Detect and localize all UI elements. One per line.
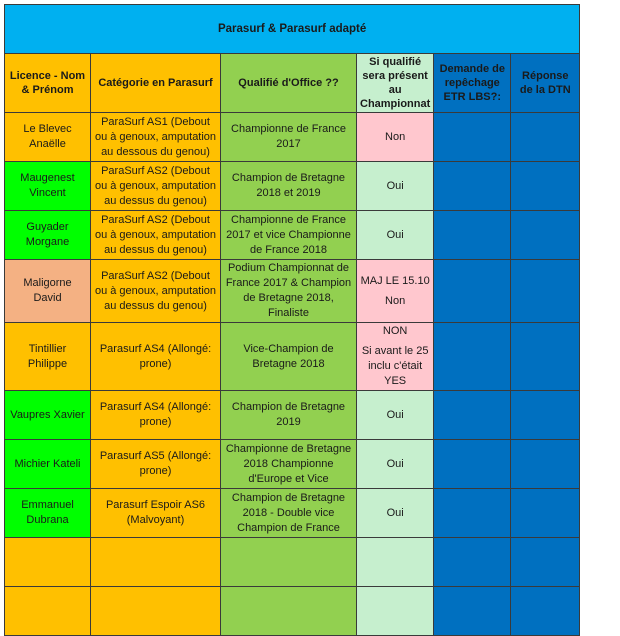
cell-present[interactable] (357, 323, 434, 391)
present-line: MAJ LE 15.10 (360, 274, 430, 287)
parasurf-table (4, 4, 580, 636)
present-line: Non (385, 294, 406, 307)
cell-name[interactable]: Le Blevec Anaëlle (5, 113, 91, 162)
spreadsheet (4, 4, 580, 636)
cell-repechage[interactable] (434, 260, 511, 323)
present-line: Oui (386, 408, 404, 421)
table-row (5, 440, 580, 489)
table-row (5, 113, 580, 162)
table-row (5, 489, 580, 538)
cell-present[interactable] (357, 260, 434, 323)
cell-qualified[interactable]: Champion de Bretagne 2019 (221, 391, 357, 440)
cell-name[interactable]: Maugenest Vincent (5, 162, 91, 211)
cell-dtn[interactable] (511, 538, 580, 587)
cell-name[interactable]: Tintillier Philippe (5, 323, 91, 391)
table-row (5, 391, 580, 440)
cell-category[interactable] (91, 587, 221, 636)
cell-name[interactable]: Guyader Morgane (5, 211, 91, 260)
cell-repechage[interactable] (434, 162, 511, 211)
header-row (5, 54, 580, 113)
table-row (5, 323, 580, 391)
empty-row (5, 538, 580, 587)
cell-repechage[interactable] (434, 113, 511, 162)
cell-qualified[interactable] (221, 587, 357, 636)
header-present[interactable]: Si qualifié sera présent au Championnat (357, 54, 434, 113)
cell-name[interactable]: Emmanuel Dubrana (5, 489, 91, 538)
cell-name[interactable] (5, 587, 91, 636)
present-line: NON (382, 325, 408, 337)
cell-present[interactable] (357, 587, 434, 636)
cell-name[interactable]: Maligorne David (5, 260, 91, 323)
cell-qualified[interactable]: Vice-Champion de Bretagne 2018 (221, 323, 357, 391)
header-name[interactable]: Licence - Nom & Prénom (5, 54, 91, 113)
cell-category[interactable]: ParaSurf AS2 (Debout ou à genoux, amputation au dessus du genou) (91, 162, 221, 211)
cell-present[interactable] (357, 538, 434, 587)
cell-dtn[interactable] (511, 211, 580, 260)
cell-repechage[interactable] (434, 489, 511, 538)
table-row (5, 260, 580, 323)
cell-present[interactable] (357, 440, 434, 489)
cell-present[interactable] (357, 391, 434, 440)
table-row (5, 162, 580, 211)
cell-qualified[interactable]: Championne de France 2017 et vice Championne de France 2018 (221, 211, 357, 260)
cell-category[interactable]: Parasurf Espoir AS6 (Malvoyant) (91, 489, 221, 538)
present-line: Oui (386, 506, 404, 519)
cell-repechage[interactable] (434, 323, 511, 391)
present-line: Non (385, 130, 406, 143)
cell-qualified[interactable] (221, 538, 357, 587)
present-line: Oui (386, 457, 404, 470)
present-line: Si avant le 25 inclu c'était YES (361, 345, 429, 387)
header-dtn[interactable]: Réponse de la DTN (511, 54, 580, 113)
cell-present[interactable] (357, 162, 434, 211)
header-qualified[interactable]: Qualifié d'Office ?? (221, 54, 357, 113)
cell-repechage[interactable] (434, 211, 511, 260)
cell-repechage[interactable] (434, 440, 511, 489)
cell-dtn[interactable] (511, 162, 580, 211)
cell-dtn[interactable] (511, 113, 580, 162)
cell-dtn[interactable] (511, 440, 580, 489)
cell-qualified[interactable]: Champion de Bretagne 2018 - Double vice Champion de France (221, 489, 357, 538)
cell-repechage[interactable] (434, 391, 511, 440)
cell-repechage[interactable] (434, 587, 511, 636)
cell-present[interactable] (357, 489, 434, 538)
header-repechage[interactable]: Demande de repêchage ETR LBS?: (434, 54, 511, 113)
empty-row (5, 587, 580, 636)
cell-qualified[interactable]: Championne de Bretagne 2018 Championne d'Europe et Vice (221, 440, 357, 489)
cell-qualified[interactable]: Podium Championnat de France 2017 & Champion de Bretagne 2018, Finaliste (221, 260, 357, 323)
present-line: Oui (386, 179, 404, 192)
cell-category[interactable] (91, 538, 221, 587)
cell-dtn[interactable] (511, 587, 580, 636)
cell-category[interactable]: ParaSurf AS1 (Debout ou à genoux, amputation au dessous du genou) (91, 113, 221, 162)
cell-dtn[interactable] (511, 323, 580, 391)
cell-qualified[interactable]: Champion de Bretagne 2018 et 2019 (221, 162, 357, 211)
cell-dtn[interactable] (511, 489, 580, 538)
cell-category[interactable]: ParaSurf AS2 (Debout ou à genoux, amputation au dessus du genou) (91, 260, 221, 323)
table-row (5, 211, 580, 260)
cell-present[interactable] (357, 113, 434, 162)
table-title[interactable]: Parasurf & Parasurf adapté (5, 5, 580, 54)
cell-dtn[interactable] (511, 391, 580, 440)
cell-name[interactable]: Vaupres Xavier (5, 391, 91, 440)
cell-present[interactable] (357, 211, 434, 260)
present-line: Oui (386, 228, 404, 241)
cell-qualified[interactable]: Championne de France 2017 (221, 113, 357, 162)
cell-category[interactable]: Parasurf AS5 (Allongé: prone) (91, 440, 221, 489)
cell-dtn[interactable] (511, 260, 580, 323)
cell-repechage[interactable] (434, 538, 511, 587)
cell-name[interactable] (5, 538, 91, 587)
header-category[interactable]: Catégorie en Parasurf (91, 54, 221, 113)
cell-category[interactable]: ParaSurf AS2 (Debout ou à genoux, amputation au dessus du genou) (91, 211, 221, 260)
cell-name[interactable]: Michier Kateli (5, 440, 91, 489)
cell-category[interactable]: Parasurf AS4 (Allongé: prone) (91, 323, 221, 391)
cell-category[interactable]: Parasurf AS4 (Allongé: prone) (91, 391, 221, 440)
